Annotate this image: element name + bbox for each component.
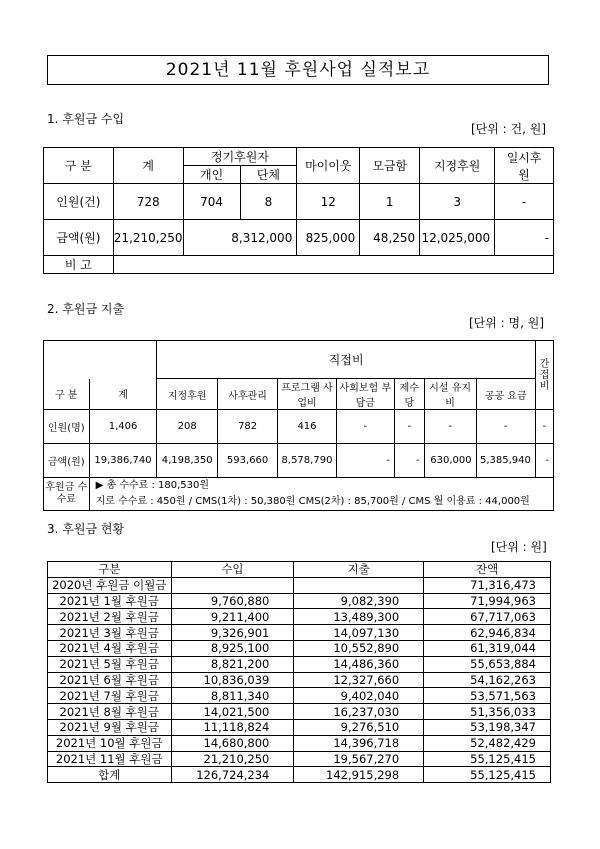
header-aftercare: 사후관리 [217, 379, 277, 410]
cell-group: 8 [240, 184, 297, 220]
cell-income: 10,836,039 [171, 672, 294, 688]
header-income: 수입 [171, 562, 294, 578]
cell-income: 11,118,824 [171, 719, 294, 735]
cell-expense: 19,567,270 [294, 751, 424, 767]
header-utility: 공공 요금 [476, 379, 535, 410]
header-designated: 지정후원 [157, 379, 217, 410]
fee-total: ▶ 총 수수료 : 180,530원 [95, 480, 210, 491]
cell-income: 14,021,500 [171, 704, 294, 720]
header-program: 프로그램 사업비 [278, 379, 336, 410]
cell-income: 21,210,250 [171, 751, 294, 767]
cell-income: 8,811,340 [171, 688, 294, 704]
row-label: 2021년 3월 후원금 [48, 625, 172, 641]
total-row [48, 767, 551, 783]
cell-income: 9,211,400 [171, 609, 294, 625]
header-category: 구분 [48, 562, 172, 578]
expense-table [43, 340, 554, 511]
table-row [48, 751, 551, 767]
cell-expense [294, 577, 424, 593]
cell-balance: 67,717,063 [424, 609, 551, 625]
fee-detail: 지로 수수료 : 450원 / CMS(1차) : 50,380원 CMS(2차) : 85,700원 / CMS 월 이용료 : 44,000원 [95, 496, 530, 507]
section2-heading: 2. 후원금 지출 [47, 302, 125, 316]
section1-heading: 1. 후원금 수입 [47, 112, 125, 126]
header-direct: 직접비 [157, 341, 535, 379]
cell-income: 8,925,100 [171, 640, 294, 656]
cell-onetime: - [495, 220, 554, 256]
header-total: 계 [113, 148, 183, 184]
section1-unit: [단위 : 건, 원] [471, 122, 547, 136]
fee-note [89, 478, 553, 511]
cell-donation-box: 48,250 [360, 220, 420, 256]
header-donation-box: 모금함 [360, 148, 420, 184]
header-designated: 지정후원 [420, 148, 495, 184]
cell-balance: 71,994,963 [424, 593, 551, 609]
cell-balance: 55,653,884 [424, 656, 551, 672]
table-row [48, 672, 551, 688]
header-category: 구 분 [44, 148, 114, 184]
cell-expense: 16,237,030 [294, 704, 424, 720]
cell-expense: 10,552,890 [294, 640, 424, 656]
table-row [44, 184, 554, 220]
header-category: 구 분 [44, 379, 90, 410]
table-row [48, 577, 551, 593]
cell-designated: 3 [420, 184, 495, 220]
row-label: 금액(원) [44, 220, 114, 256]
cell-individual: 704 [183, 184, 240, 220]
row-label: 2021년 11월 후원금 [48, 751, 172, 767]
cell-onetime: - [495, 184, 554, 220]
table-row [48, 719, 551, 735]
header-tax: 제수당 [394, 379, 424, 410]
row-label: 2021년 5월 후원금 [48, 656, 172, 672]
cell-aftercare: 782 [217, 410, 277, 444]
cell-income: 9,760,880 [171, 593, 294, 609]
remark-label: 비 고 [44, 256, 114, 274]
cell-balance: 55,125,415 [424, 751, 551, 767]
cell-myiot: 825,000 [297, 220, 360, 256]
row-label: 2021년 10월 후원금 [48, 735, 172, 751]
cell-social-insurance: - [336, 444, 394, 478]
cell-balance: 62,946,834 [424, 625, 551, 641]
cell-indirect: - [535, 444, 553, 478]
table-row [44, 410, 554, 444]
row-label: 합계 [48, 767, 172, 783]
section3-heading: 3. 후원금 현황 [47, 522, 125, 536]
cell-regular: 8,312,000 [183, 220, 297, 256]
cell-income [171, 577, 294, 593]
header-facility: 시설 유지비 [424, 379, 476, 410]
table-row [48, 704, 551, 720]
header-onetime: 일시후원 [495, 148, 554, 184]
header-myiot: 마이이웃 [297, 148, 360, 184]
table-row [44, 444, 554, 478]
table-row [48, 593, 551, 609]
fee-label: 후원금 수수료 [44, 478, 90, 511]
table-row [48, 625, 551, 641]
cell-facility: 630,000 [424, 444, 476, 478]
header-regular: 정기후원자 [183, 148, 297, 166]
cell-social-insurance: - [336, 410, 394, 444]
cell-balance: 61,319,044 [424, 640, 551, 656]
row-label: 2021년 7월 후원금 [48, 688, 172, 704]
status-table [47, 561, 551, 783]
header-group: 단체 [240, 166, 297, 184]
cell-facility: - [424, 410, 476, 444]
cell-total: 19,386,740 [89, 444, 157, 478]
cell-indirect: - [535, 410, 553, 444]
table-row [48, 609, 551, 625]
income-table [43, 147, 554, 274]
row-label: 2021년 2월 후원금 [48, 609, 172, 625]
cell-balance: 54,162,263 [424, 672, 551, 688]
row-label: 2021년 1월 후원금 [48, 593, 172, 609]
cell-expense: 9,276,510 [294, 719, 424, 735]
remark-cell [113, 256, 553, 274]
cell-balance: 51,356,033 [424, 704, 551, 720]
row-label: 2021년 4월 후원금 [48, 640, 172, 656]
table-row [48, 688, 551, 704]
cell-expense: 9,402,040 [294, 688, 424, 704]
header-individual: 개인 [183, 166, 240, 184]
cell-utility: 5,385,940 [476, 444, 535, 478]
cell-expense: 14,486,360 [294, 656, 424, 672]
cell-total: 1,406 [89, 410, 157, 444]
cell-expense: 12,327,660 [294, 672, 424, 688]
row-label: 인원(건) [44, 184, 114, 220]
cell-expense: 142,915,298 [294, 767, 424, 783]
header-balance: 잔액 [424, 562, 551, 578]
row-label: 인원(명) [44, 410, 90, 444]
cell-expense: 13,489,300 [294, 609, 424, 625]
cell-income: 9,326,901 [171, 625, 294, 641]
cell-income: 14,680,800 [171, 735, 294, 751]
header-total: 계 [89, 379, 157, 410]
cell-program: 8,578,790 [278, 444, 336, 478]
cell-balance: 55,125,415 [424, 767, 551, 783]
header-expense: 지출 [294, 562, 424, 578]
cell-tax: - [394, 410, 424, 444]
cell-expense: 14,097,130 [294, 625, 424, 641]
table-row [44, 220, 554, 256]
header-social-insurance: 사회보험 부담금 [336, 379, 394, 410]
table-row [48, 640, 551, 656]
section2-unit: [단위 : 명, 원] [469, 316, 545, 330]
cell-designated: 12,025,000 [420, 220, 495, 256]
cell-balance: 53,571,563 [424, 688, 551, 704]
cell-myiot: 12 [297, 184, 360, 220]
header-indirect: 간접비 [535, 341, 553, 410]
cell-program: 416 [278, 410, 336, 444]
table-row [48, 656, 551, 672]
section3-unit: [단위 : 원] [491, 540, 547, 554]
cell-total: 21,210,250 [113, 220, 183, 256]
page-title: 2021년 11월 후원사업 실적보고 [47, 55, 549, 85]
table-row [48, 735, 551, 751]
cell-expense: 9,082,390 [294, 593, 424, 609]
cell-tax: - [394, 444, 424, 478]
cell-expense: 14,396,718 [294, 735, 424, 751]
cell-utility: - [476, 410, 535, 444]
cell-balance: 53,198,347 [424, 719, 551, 735]
row-label: 2020년 후원금 이월금 [48, 577, 172, 593]
row-label: 금액(원) [44, 444, 90, 478]
cell-balance: 52,482,429 [424, 735, 551, 751]
cell-balance: 71,316,473 [424, 577, 551, 593]
row-label: 2021년 6월 후원금 [48, 672, 172, 688]
cell-designated: 4,198,350 [157, 444, 217, 478]
row-label: 2021년 8월 후원금 [48, 704, 172, 720]
cell-income: 8,821,200 [171, 656, 294, 672]
cell-aftercare: 593,660 [217, 444, 277, 478]
cell-income: 126,724,234 [171, 767, 294, 783]
cell-donation-box: 1 [360, 184, 420, 220]
cell-designated: 208 [157, 410, 217, 444]
cell-total: 728 [113, 184, 183, 220]
row-label: 2021년 9월 후원금 [48, 719, 172, 735]
